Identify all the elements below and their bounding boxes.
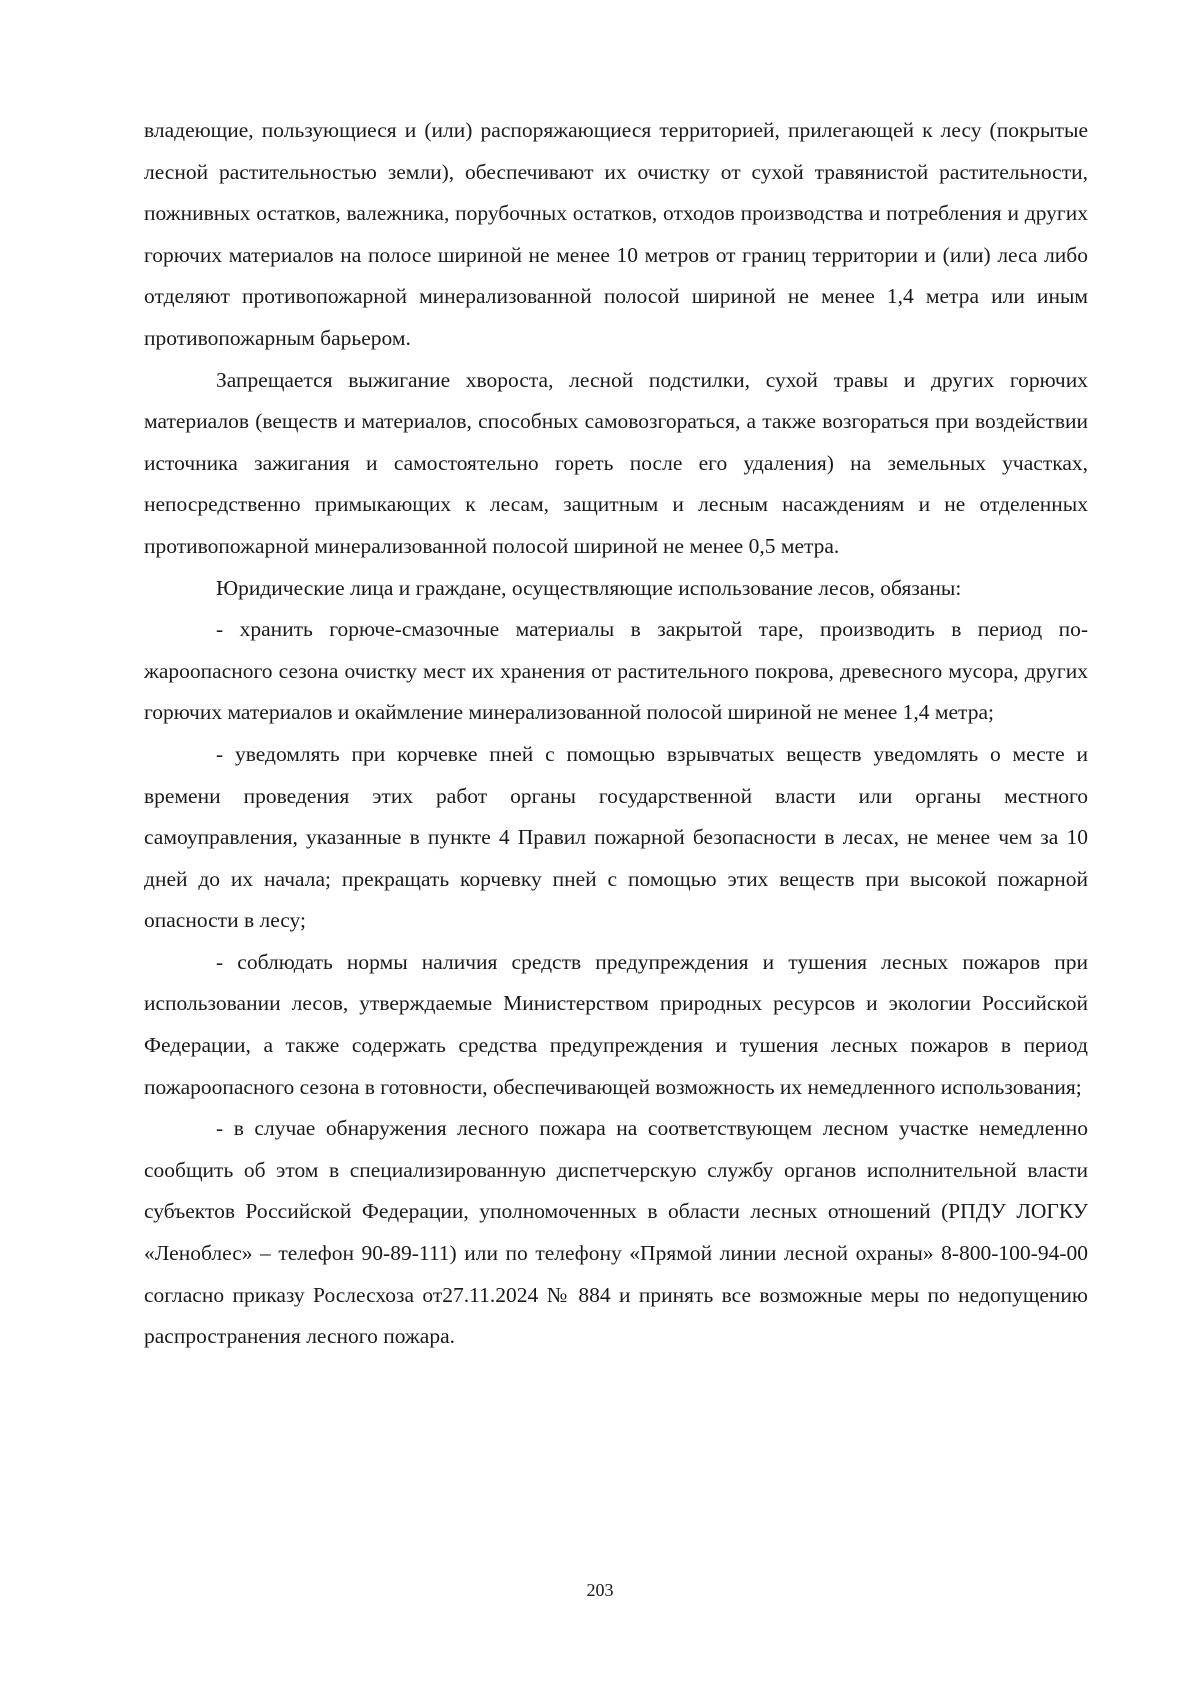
paragraph-2: Запрещается выжигание хвороста, лесной подстилки, сухой травы и других горючих материалов (веществ и материалов, способных самовозгораться, а также возгораться при воздействии источника зажигания и самостоятельно гореть после его удаления) на земельных участках, непосредственно примыкающих к лесам, защитным и лесным насаждениям и не отделенных противопожарной минерализованной полосой шириной не менее 0,5 метра. xyxy=(144,367,1088,558)
paragraph-5: - уведомлять при корчевке пней с помощью взрывчатых веществ уведомлять о месте и времени проведения этих работ органы государственной власти или органы местного самоуправления, указанные в пункте 4 Правил пожарной безопасности в лесах, не менее чем за 10 дней до их начала; прекращать корчевку пней с помощью этих веществ при высокой пожарной опасности в лесу; xyxy=(144,741,1088,933)
paragraph-6: - соблюдать нормы наличия средств предупреждения и тушения лесных пожаров при использовании лесов, утверждаемые Министерством природных ресурсов и экологии Российской Федерации, а также содержать средства предупреждения и тушения лесных пожаров в период пожароопасного сезона в готовности, обеспечивающей возможность их немедленного использования; xyxy=(144,949,1088,1099)
page-number: 203 xyxy=(586,1580,614,1600)
paragraph-3: Юридические лица и граждане, осуществляющие использование лесов, обязаны: xyxy=(216,575,962,600)
document-body xyxy=(144,110,1088,1358)
paragraph-1: владеющие, пользующиеся и (или) распоряжающиеся территорией, прилегающей к лесу (покрытые лесной растительностью земли), обеспечивают их очистку от сухой травянистой растительности, пожнивных остатков, валежника, порубочных остатков, отходов производства и потребления и других горючих материалов на полосе шириной не менее 10 метров от границ территории и (или) леса либо отделяют противопожарной минерализованной полосой шириной не менее 1,4 метра или иным противопожарным барьером. xyxy=(144,118,1088,350)
paragraph-4: - хранить горюче-смазочные материалы в закрытой таре, производить в период пожароопасного сезона очистку мест их хранения от растительного покрова, древесного мусора, других горючих материалов и окаймление минерализованной полосой шириной не менее 1,4 метра; xyxy=(144,617,1088,725)
paragraph-7: - в случае обнаружения лесного пожара на соответствующем лесном участке немедленно сообщить об этом в специализированную диспетчерскую службу органов исполнительной власти субъектов Российской Федерации, уполномоченных в области лесных отношений (РПДУ ЛОГКУ «Леноблес» – телефон 90-89-111) или по телефону «Прямой линии лесной охраны» 8-800-100-94-00 согласно приказу Рослесхоза от27.11.2024 № 884 и принять все возможные меры по недопущению распространения лесного пожара. xyxy=(144,1116,1088,1349)
